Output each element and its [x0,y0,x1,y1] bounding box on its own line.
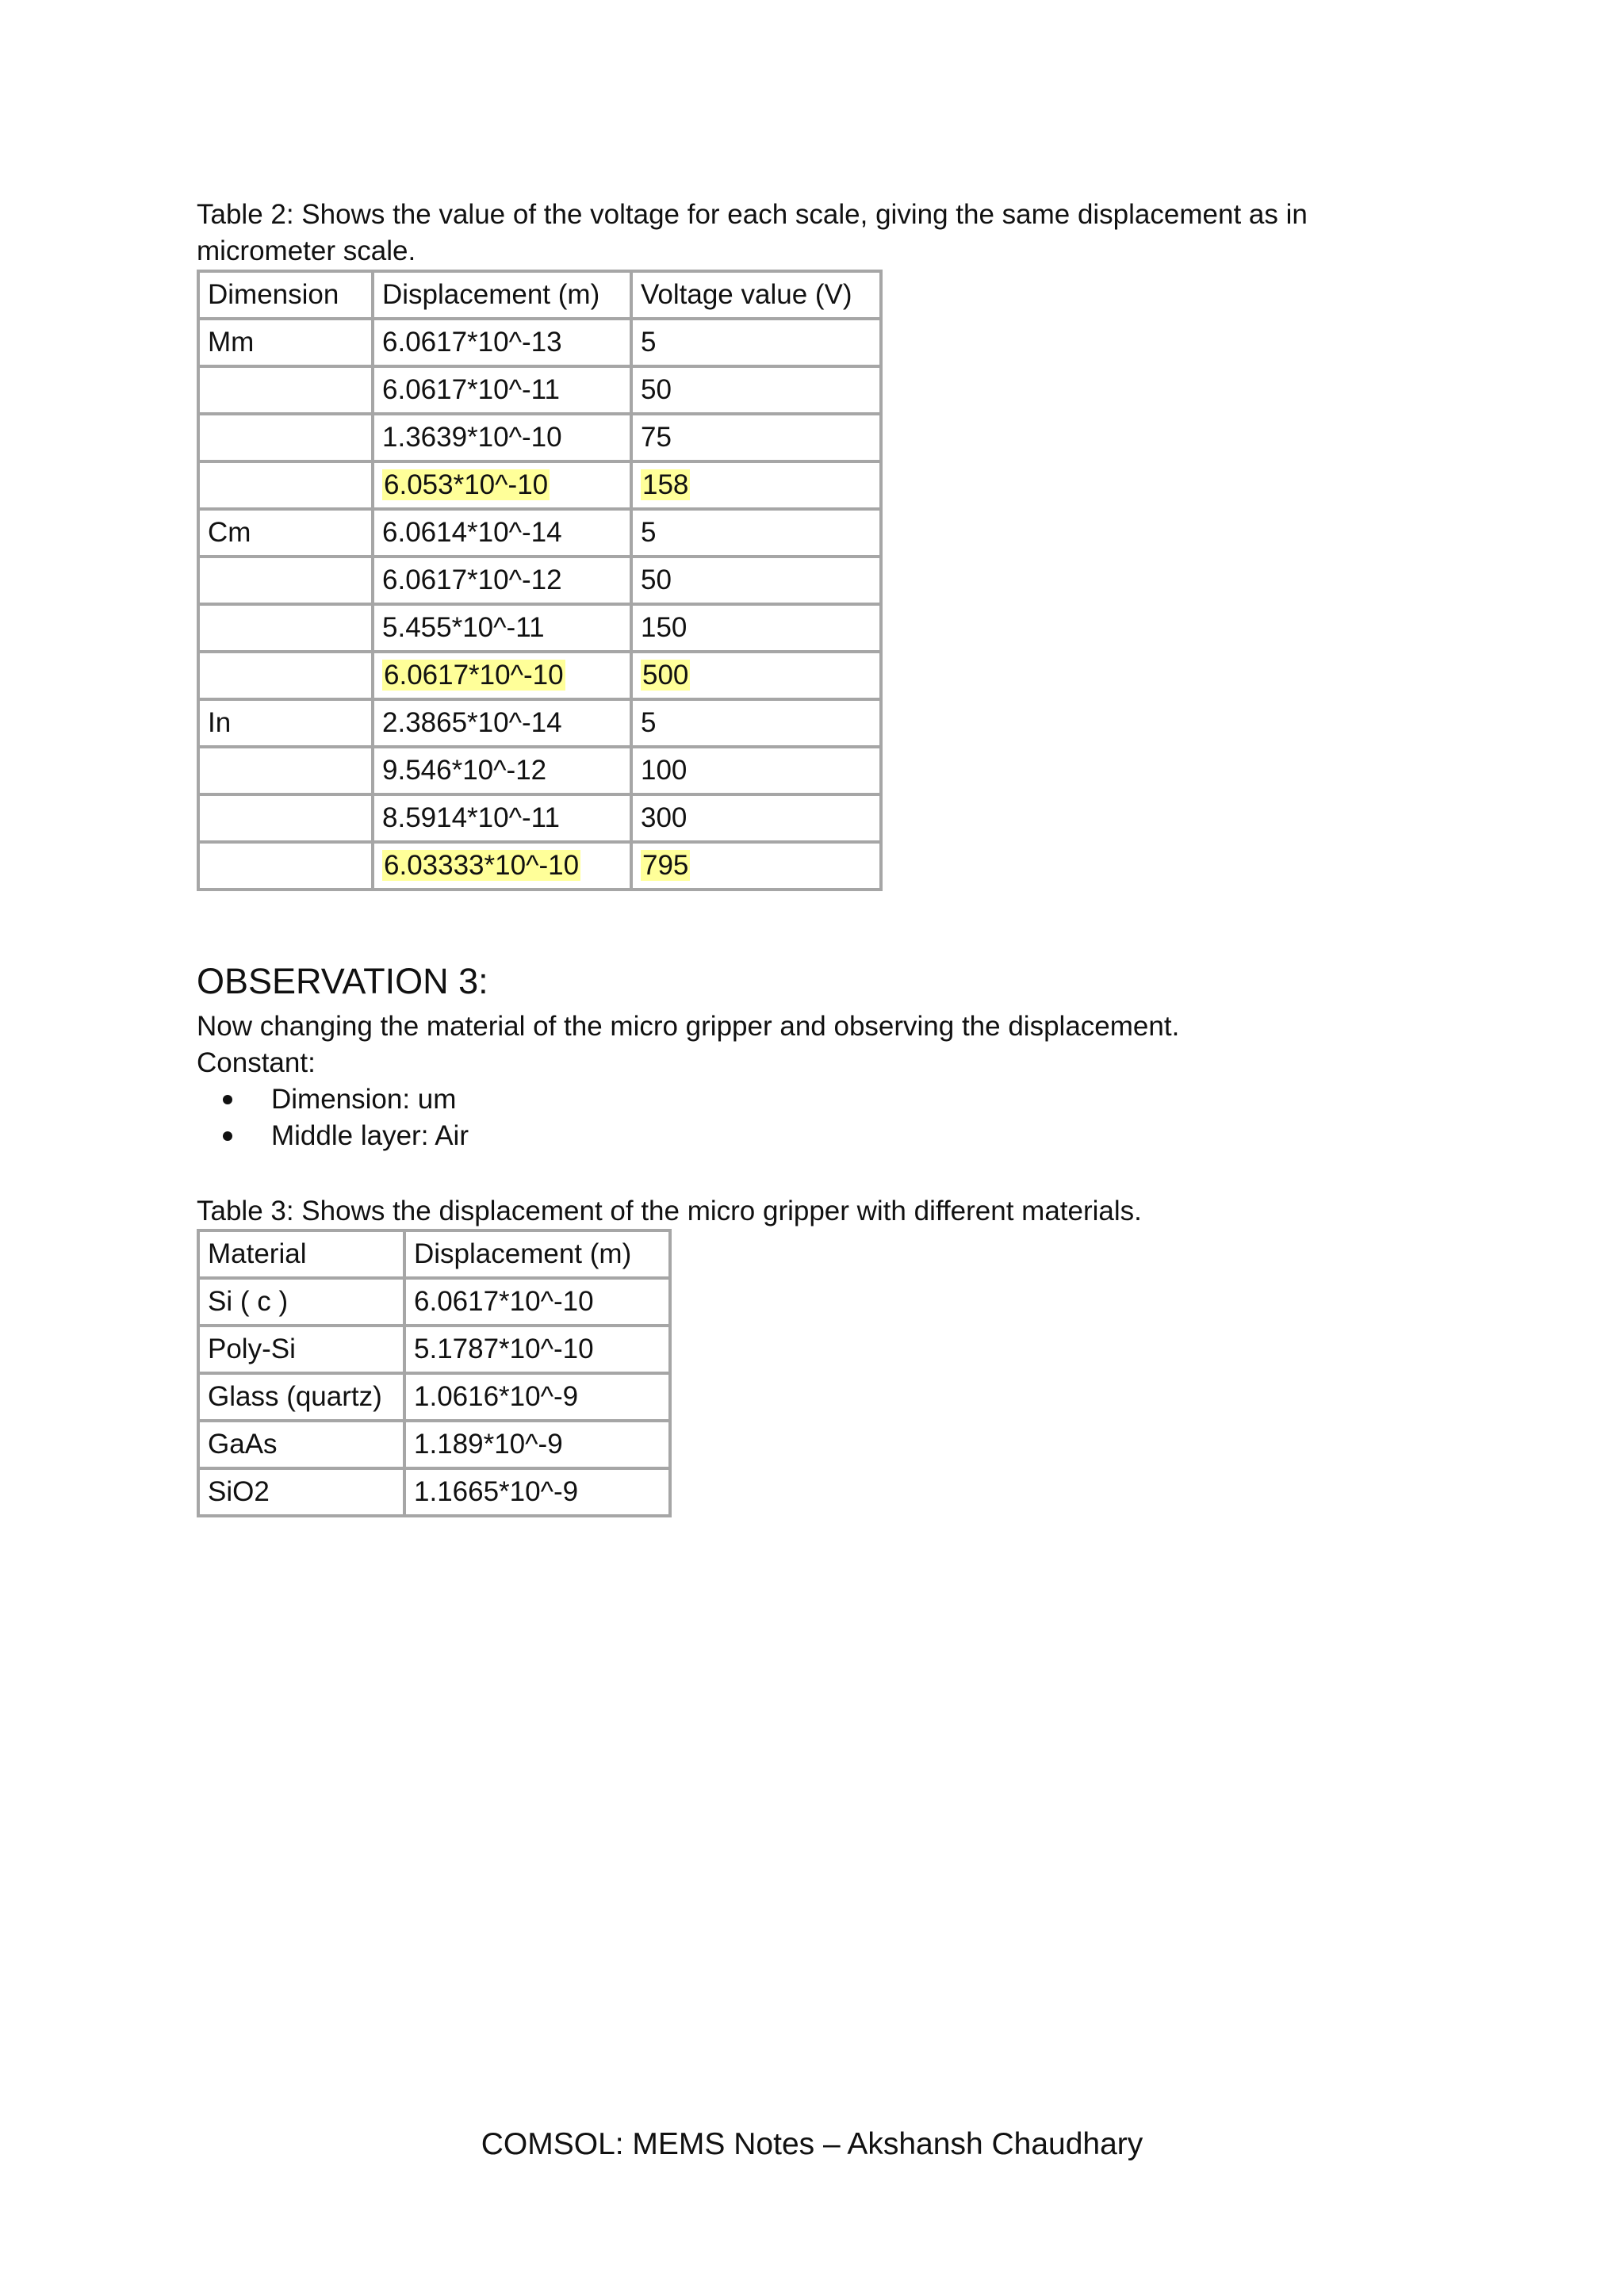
table2-dimension-cell [198,794,373,842]
table2-voltage-cell-text: 795 [642,850,689,881]
table-row [198,1421,670,1468]
table2-dimension-cell-text: Cm [208,517,251,548]
table2-voltage-cell [631,699,881,747]
table3-material-cell: Poly-Si [198,1326,404,1373]
table2-header-voltage: Voltage value (V) [631,271,881,319]
table3-displacement-cell: 1.0616*10^-9 [404,1373,670,1421]
table2-voltage-cell [631,842,881,890]
table2-dimension-cell-text: Mm [208,327,255,358]
table2-voltage-cell-text: 100 [641,755,688,786]
table3-material-cell: Glass (quartz) [198,1373,404,1421]
table2-voltage-cell-text: 158 [642,469,689,500]
table2-dimension-cell [198,461,373,509]
table2-displacement-cell [373,652,631,699]
table2-voltage-cell [631,747,881,794]
table2-displacement-cell-text: 6.053*10^-10 [384,469,549,500]
page-footer: COMSOL: MEMS Notes – Akshansh Chaudhary [481,2127,1143,2161]
table2-dimension-cell [198,842,373,890]
table2-dimension-cell [198,604,373,652]
table-row [198,747,881,794]
table2-displacement-cell-text: 6.0617*10^-11 [382,374,561,405]
table2-displacement-cell-text: 2.3865*10^-14 [382,707,562,738]
table-row [198,652,881,699]
table2-displacement-cell [373,747,631,794]
table2-displacement-cell-text: 6.03333*10^-10 [384,850,580,881]
table-row [198,1468,670,1516]
table2-displacement-cell [373,366,631,414]
table2-dimension-cell [198,699,373,747]
table2-voltage-cell [631,366,881,414]
table2-dimension-cell [198,652,373,699]
table2-displacement-cell [373,842,631,890]
table2-displacement-cell [373,414,631,461]
table2-voltage-cell-text: 50 [641,564,672,595]
table2-displacement-cell [373,699,631,747]
table2-displacement-cell-text: 5.455*10^-11 [382,612,545,643]
table2-voltage-cell [631,414,881,461]
table2-displacement-cell [373,319,631,366]
table2-displacement-cell [373,461,631,509]
table-row [198,557,881,604]
table2-displacement-cell [373,509,631,557]
list-item [197,1081,469,1118]
table3-displacement-cell: 6.0617*10^-10 [404,1278,670,1326]
table3 [197,1229,672,1517]
table2-displacement-cell-text: 6.0617*10^-13 [382,327,562,358]
table3-displacement-cell: 1.189*10^-9 [404,1421,670,1468]
table2-voltage-cell [631,461,881,509]
table2-voltage-cell-text: 5 [641,707,657,738]
table-row [198,414,881,461]
table-row [198,604,881,652]
table2-header-displacement: Displacement (m) [373,271,631,319]
bullet-icon [223,1131,232,1141]
table-row [198,794,881,842]
table3-material-cell: Si ( c ) [198,1278,404,1326]
table2-displacement-cell-text: 6.0617*10^-12 [382,564,562,595]
table2-caption: Table 2: Shows the value of the voltage for each scale, giving the same displacement as in micrometer scale. [197,199,1308,266]
table2-voltage-cell [631,557,881,604]
table-row [198,842,881,890]
table3-header-material: Material [198,1230,404,1278]
table2-dimension-cell [198,319,373,366]
table-row [198,509,881,557]
table2-dimension-cell [198,366,373,414]
table2-voltage-cell-text: 150 [641,612,688,643]
table2-displacement-cell-text: 1.3639*10^-10 [382,422,562,453]
table2-voltage-cell-text: 500 [642,660,689,691]
table-row [198,1373,670,1421]
bullet-text: Dimension: um [271,1084,457,1115]
table3-displacement-cell: 1.1665*10^-9 [404,1468,670,1516]
table3-displacement-cell: 5.1787*10^-10 [404,1326,670,1373]
list-item [197,1118,469,1154]
table2-dimension-cell [198,509,373,557]
table2-voltage-cell [631,604,881,652]
table2-displacement-cell [373,794,631,842]
table2-voltage-cell-text: 300 [641,802,688,833]
table2-header-row [198,271,881,319]
table2-dimension-cell-text: In [208,707,232,738]
table3-caption: Table 3: Shows the displacement of the micro gripper with different materials. [197,1196,1142,1226]
table2 [197,270,883,891]
table2-voltage-cell-text: 5 [641,327,657,358]
table-row [198,1278,670,1326]
table2-voltage-cell-text: 5 [641,517,657,548]
table-row [198,699,881,747]
table2-voltage-cell [631,319,881,366]
table-row [198,319,881,366]
table2-dimension-cell [198,747,373,794]
table2-displacement-cell-text: 6.0617*10^-10 [384,660,564,691]
table3-header-displacement: Displacement (m) [404,1230,670,1278]
table2-displacement-cell [373,604,631,652]
table2-voltage-cell [631,794,881,842]
bullet-icon [223,1095,232,1104]
bullet-text: Middle layer: Air [271,1120,469,1151]
table2-voltage-cell-text: 50 [641,374,672,405]
table2-dimension-cell [198,414,373,461]
table2-voltage-cell-text: 75 [641,422,672,453]
constant-label: Constant: [197,1047,316,1078]
table2-voltage-cell [631,652,881,699]
table-row [198,1326,670,1373]
constant-list [197,1081,469,1154]
table2-header-dimension: Dimension [198,271,373,319]
table2-displacement-cell-text: 8.5914*10^-11 [382,802,561,833]
table3-material-cell: SiO2 [198,1468,404,1516]
table2-displacement-cell [373,557,631,604]
table2-voltage-cell [631,509,881,557]
observation-intro: Now changing the material of the micro gripper and observing the displacement. [197,1011,1180,1042]
table2-displacement-cell-text: 6.0614*10^-14 [382,517,562,548]
observation-heading: OBSERVATION 3: [197,961,488,1001]
table2-dimension-cell [198,557,373,604]
table2-displacement-cell-text: 9.546*10^-12 [382,755,547,786]
table3-header-row [198,1230,670,1278]
table-row [198,366,881,414]
table-row [198,461,881,509]
table3-material-cell: GaAs [198,1421,404,1468]
